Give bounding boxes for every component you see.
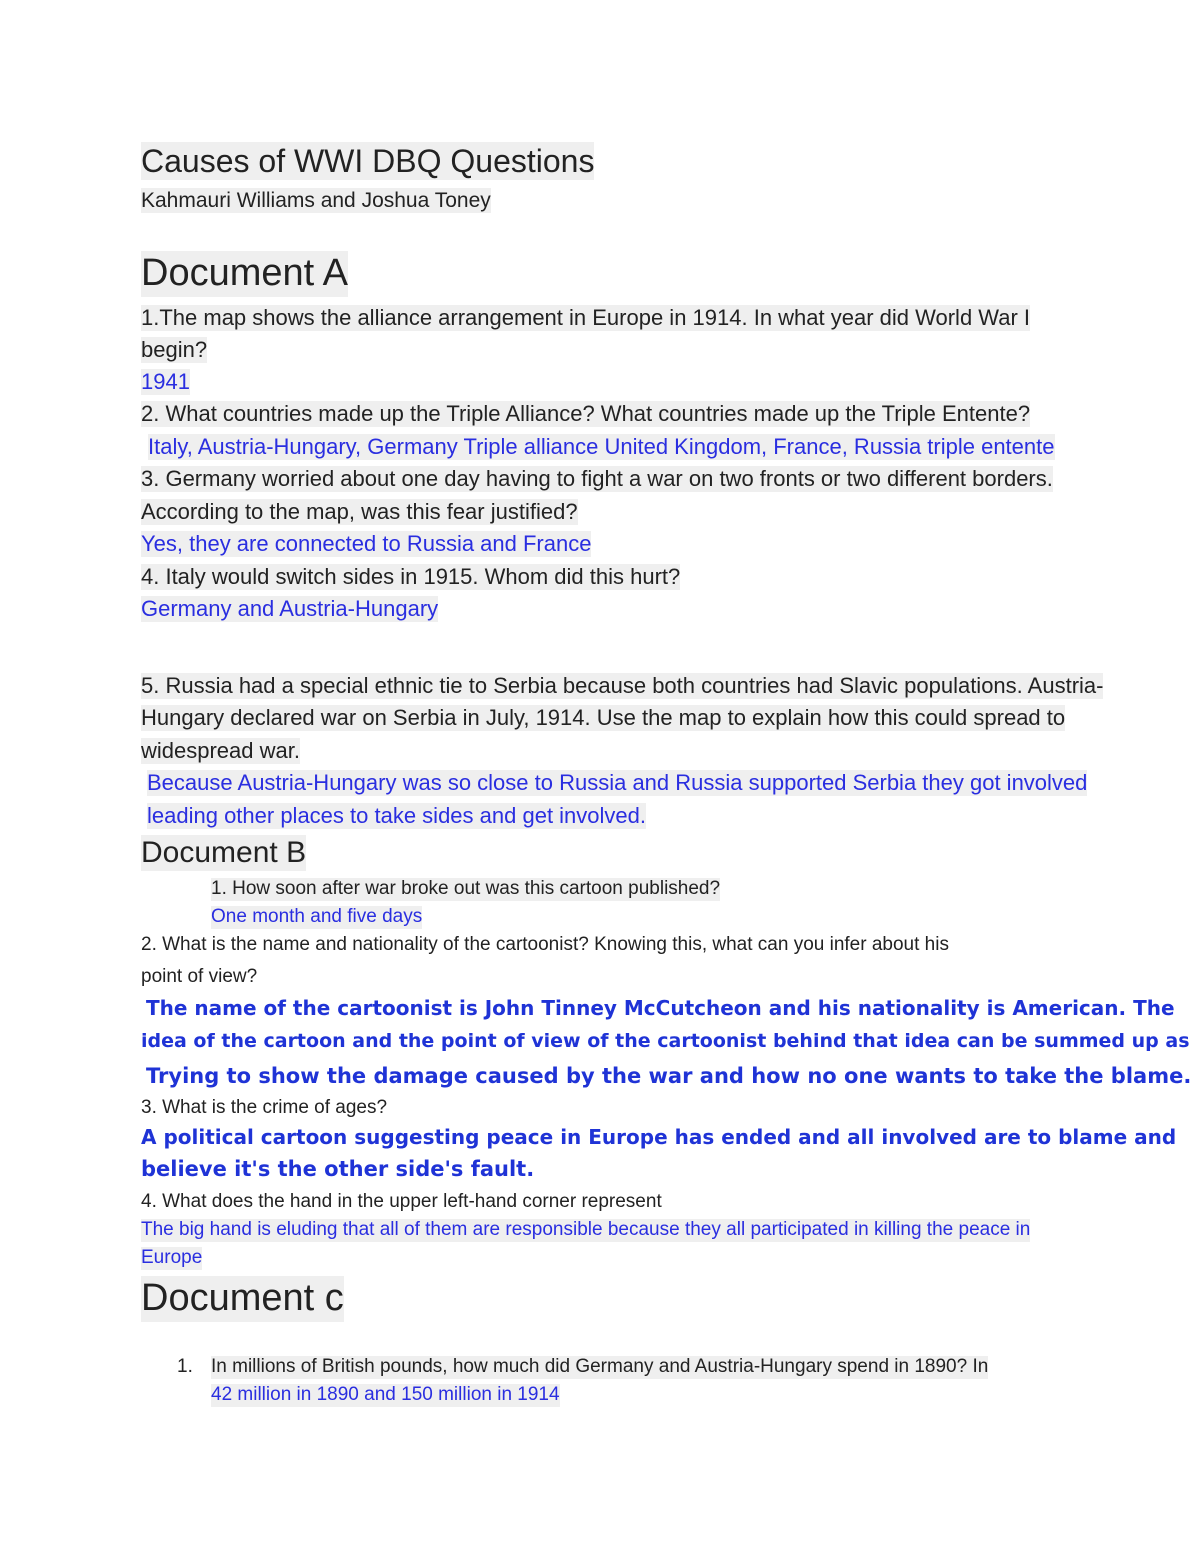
answer-a3: Yes, they are connected to Russia and France (141, 531, 592, 556)
question-a2: 2. What countries made up the Triple Alliance? What countries made up the Triple Entente? (141, 401, 1031, 426)
question-a5-line1: 5. Russia had a special ethnic tie to Serbia because both countries had Slavic populations. Austria- (141, 673, 1104, 698)
question-b2-line2: point of view? (141, 966, 258, 987)
question-a3-line2: According to the map, was this fear justified? (141, 499, 578, 524)
answer-b4-line1: The big hand is eluding that all of them are responsible because they all participated in killing the peace in (141, 1219, 1031, 1240)
answer-a1: 1941 (141, 369, 190, 394)
document-title: Causes of WWI DBQ Questions (141, 143, 595, 179)
question-a5-line3: widespread war. (141, 738, 300, 763)
question-a3-line1: 3. Germany worried about one day having to fight a war on two fronts or two different borders. (141, 466, 1053, 491)
question-a4: 4. Italy would switch sides in 1915. Whom did this hurt? (141, 564, 681, 589)
question-b3: 3. What is the crime of ages? (141, 1097, 388, 1118)
question-b2-line1: 2. What is the name and nationality of the cartoonist? Knowing this, what can you infer about his (141, 934, 949, 955)
section-heading-document-b: Document B (141, 836, 307, 869)
answer-b4-line2: Europe (141, 1247, 203, 1268)
question-a5-line2: Hungary declared war on Serbia in July, 1914. Use the map to explain how this could spread to (141, 705, 1066, 730)
answer-a5-line1: Because Austria-Hungary was so close to Russia and Russia supported Serbia they got involved (147, 770, 1088, 795)
question-b1: 1. How soon after war broke out was this cartoon published? (211, 878, 721, 899)
answer-a5-line2: leading other places to take sides and get involved. (147, 803, 646, 828)
answer-c1: 42 million in 1890 and 150 million in 1914 (211, 1384, 560, 1405)
answer-b2-line3: Trying to show the damage caused by the war and how no one wants to take the blame. (146, 1064, 1192, 1088)
answer-a2: Italy, Austria-Hungary, Germany Triple alliance United Kingdom, France, Russia triple entente (148, 434, 1055, 459)
document-authors: Kahmauri Williams and Joshua Toney (141, 189, 491, 212)
question-b4: 4. What does the hand in the upper left-hand corner represent (141, 1191, 662, 1212)
answer-b3-line2: believe it's the other side's fault. (141, 1157, 535, 1181)
question-a1-line2: begin? (141, 337, 208, 362)
section-heading-document-c: Document c (141, 1276, 344, 1322)
answer-b2-line1: The name of the cartoonist is John Tinney McCutcheon and his nationality is American. The (146, 996, 1175, 1020)
answer-b3-line1: A political cartoon suggesting peace in Europe has ended and all involved are to blame and (141, 1125, 1177, 1149)
answer-b2-line2: idea of the cartoon and the point of view of the cartoonist behind that idea can be summed up as (141, 1030, 1190, 1052)
answer-a4: Germany and Austria-Hungary (141, 596, 439, 621)
question-a1-line1: 1.The map shows the alliance arrangement in Europe in 1914. In what year did World War I (141, 305, 1031, 330)
question-c1: In millions of British pounds, how much did Germany and Austria-Hungary spend in 1890? In (211, 1356, 989, 1377)
question-c1-number: 1. (177, 1356, 193, 1377)
answer-b1: One month and five days (211, 906, 423, 927)
section-heading-document-a: Document A (141, 251, 348, 297)
